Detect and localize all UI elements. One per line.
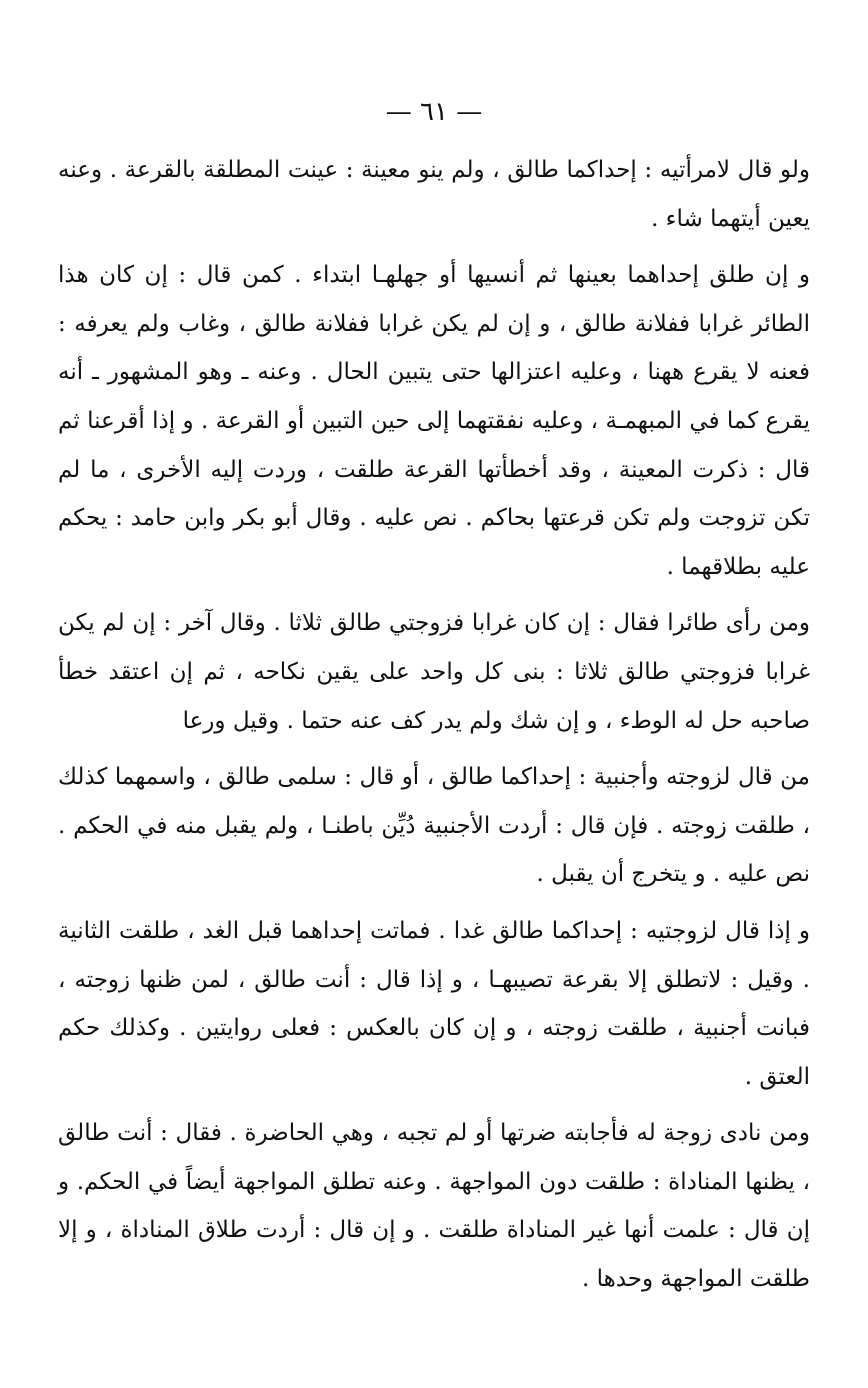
page-number: — ٦١ — <box>385 97 483 127</box>
paragraph-6: ومن نادى زوجة له فأجابته ضرتها أو لم تجبه ، وهي الحاضرة . فقال : أنت طالق ، يظنها المناداة : طلقت دون المواجهة . وعنه تطلق المواجهة أيضاً في الحكم. و إن قال : علمت أنها غير المناداة طلقت . و إن قال : أردت طلاق المناداة ، و إلا طلقت المواجهة وحدها . <box>58 1120 810 1293</box>
paragraph-4: من قال لزوجته وأجنبية : إحداكما طالق ، أو قال : سلمى طالق ، واسمهما كذلك ، طلقت زوجته . فإن قال : أردت الأجنبية دُيِّن باطنـا ، ولم يقبل منه في الحكم . نص عليه . و يتخرج أن يقبل . <box>58 764 810 888</box>
paragraph-3: ومن رأى طائرا فقال : إن كان غرابا فزوجتي طالق ثلاثا . وقال آخر : إن لم يكن غرابا فزوجتي طالق ثلاثا : بنى كل واحد على يقين نكاحه ، ثم إن اعتقد خطأ صاحبه حل له الوطء ، و إن شك ولم يدر كف عنه حتما . وقيل ورعا <box>58 610 810 734</box>
paragraph-1: ولو قال لامرأتيه : إحداكما طالق ، ولم ينو معينة : عينت المطلقة بالقرعة . وعنه يعين أيتهما شاء . <box>58 157 810 232</box>
paragraph-5: و إذا قال لزوجتيه : إحداكما طالق غدا . فماتت إحداهما قبل الغد ، طلقت الثانية . وقيل : لاتطلق إلا بقرعة تصيبهـا ، و إذا قال : أنت طالق ، لمن ظنها زوجته ، فبانت أجنبية ، طلقت زوجته ، و إن كان بالعكس : فعلى روايتين . وكذلك حكم العتق . <box>58 917 810 1090</box>
paragraph-2: و إن طلق إحداهما بعينها ثم أنسيها أو جهلهـا ابتداء . كمن قال : إن كان هذا الطائر غرابا ففلانة طالق ، و إن لم يكن غرابا ففلانة طالق ، وغاب ولم يعرفه : فعنه لا يقرع ههنا ، وعليه اعتزالها حتى يتبين الحال . وعنه ـ وهو المشهور ـ أنه يقرع كما في المبهمـة ، وعليه نفقتهما إلى حين التبين أو القرعة . و إذا أقرعنا ثم قال : ذكرت المعينة ، وقد أخطأتها القرعة طلقت ، وردت إليه الأخرى ، ما لم تكن تزوجت ولم تكن قرعتها بحاكم . نص عليه . وقال أبو بكر وابن حامد : يحكم عليه بطلاقهما . <box>58 262 810 580</box>
page-body <box>58 146 810 1304</box>
